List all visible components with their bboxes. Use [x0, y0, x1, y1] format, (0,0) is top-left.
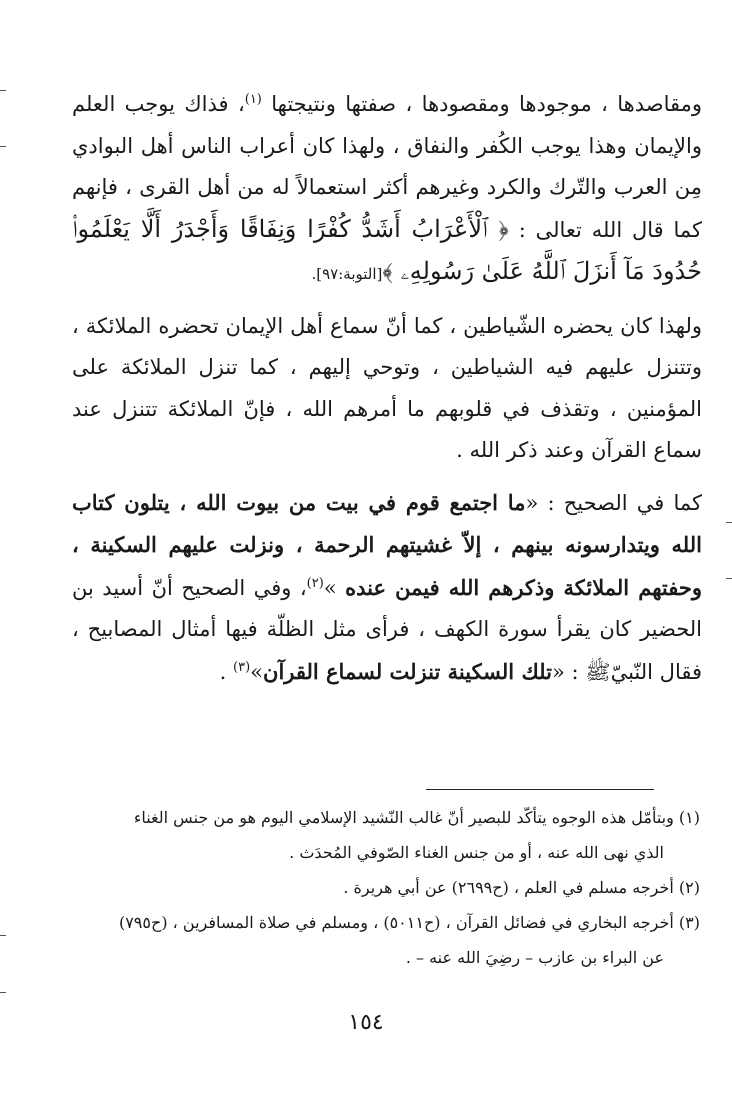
text-run: .: [219, 659, 234, 684]
text-run: كما في الصحيح : «: [525, 490, 702, 515]
text-run: »: [323, 575, 346, 600]
paragraph-3: [72, 482, 702, 694]
verse-reference: [التوبة:٩٧].: [311, 265, 383, 283]
footnote-1-continued: الذي نهى الله عنه ، أو من جنس الغناء الصّوفي المُحدَث .: [289, 843, 664, 862]
footnote-ref-2: (٢): [306, 575, 324, 591]
margin-mark: [0, 90, 6, 91]
footnote-3-continued: عن البراء بن عازب – رضِيَ الله عنه – .: [405, 948, 664, 967]
text-run: ولهذا كان يحضره الشّياطين ، كما أنّ سماع أهل الإيمان تحضره الملائكة ، وتتنزل عليهم فيه الشياطين ، وتوحي إليهم ، كما تنزل الملائكة على المؤمنين ، وتقذف في قلوبهم ما أمرهم الله ، فإنّ الملائكة تتنزل عند سماع القرآن وعند ذكر الله .: [72, 313, 702, 462]
paragraph-2: [72, 306, 702, 472]
footnotes: [80, 800, 700, 975]
hadith-quote: ما اجتمع قوم في بيت من بيوت الله ، يتلون كتاب الله ويتدارسونه بينهم ، إلاّ غشيتهم الرحمة ، ونزلت عليهم السكينة ، وحفتهم الملائكة وذكرهم الله فيمن عنده: [72, 489, 702, 600]
main-text: [72, 84, 702, 693]
margin-mark: [0, 935, 6, 936]
hadith-quote: تلك السكينة تنزلت لسماع القرآن: [263, 658, 552, 684]
text-run: ، وفي الصحيح أنّ أسيد بن الحضير كان يقرأ سورة الكهف ، فرأى مثل الظلّة فيها أمثال المصابيح ، فقال النّبيّﷺ : «: [72, 575, 702, 684]
footnote-ref-3: (٣): [233, 659, 251, 675]
footnote-1: (١) وبتأمّل هذه الوجوه يتأكّد للبصير أنّ غالب النّشيد الإسلامي اليوم هو من جنس الغناء: [133, 808, 700, 827]
quran-verse: ﴿ ٱلْأَعْرَابُ أَشَدُّ كُفْرًا وَنِفَاقًا وَأَجْدَرُ أَلَّا يَعْلَمُوا۟ حُدُودَ مَآ أَنزَلَ ٱللَّهُ عَلَىٰ رَسُولِهِۦ ﴾: [72, 214, 702, 285]
footnote-ref-1: (١): [244, 92, 262, 107]
margin-mark: [0, 992, 6, 993]
margin-mark: [726, 578, 732, 579]
text-run: »: [250, 659, 264, 684]
margin-mark: [0, 146, 6, 147]
footnote-2: (٢) أخرجه مسلم في العلم ، (ح٢٦٩٩) عن أبي هريرة .: [343, 878, 700, 897]
footnote-3: (٣) أخرجه البخاري في فضائل القرآن ، (ح٥٠١١) ، ومسلم في صلاة المسافرين ، (ح٧٩٥): [118, 913, 700, 932]
footnote-separator: [426, 789, 654, 790]
text-run: ومقاصدها ، موجودها ومقصودها ، صفتها ونتيجتها: [261, 92, 702, 116]
margin-mark: [726, 522, 732, 523]
paragraph-1: [72, 84, 702, 296]
text-run: ، فذاك يوجب العلم والإيمان وهذا يوجب الكُفر والنفاق ، ولهذا كان أعراب الناس أهل البوادي مِن العرب والتّرك والكرد وغيرهم أكثر استعمالاً له من أهل القرى ، فإنهم كما قال الله تعالى :: [72, 92, 702, 242]
page-number: ١٥٤: [348, 1010, 384, 1035]
